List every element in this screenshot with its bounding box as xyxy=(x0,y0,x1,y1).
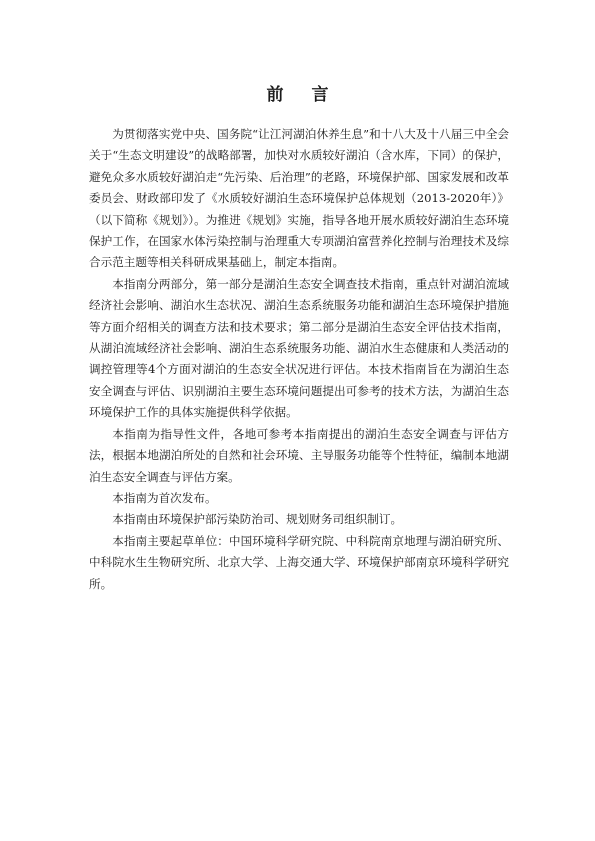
paragraph: 本指南为首次发布。 xyxy=(112,490,217,505)
paragraph: 为贯彻落实党中央、国务院“让江河湖泊休养生息”和十八大及十八届三中全会关于“生态文明建设”的战略部署，加快对水质较好湖泊（含水库，下同）的保护，避免众多水质较好湖泊走“先污染、后治理”的老路，环境保护部、国家发展和改革委员会、财政部印发了《水质较好湖泊生态环境保护总体规划（2013-2020年）》（以下简称《规划》）。为推进《规划》实施，指导各地开展水质较好湖泊生态环境保护工作，在国家水体污染控制与治理重大专项湖泊富营养化控制与治理技术及综合示范主题等相关科研成果基础上，制定本指南。 xyxy=(89,127,509,270)
paragraph: 本指南为指导性文件，各地可参考本指南提出的湖泊生态安全调查与评估方法，根据本地湖泊所处的自然和社会环境、主导服务功能等个性特征，编制本地湖泊生态安全调查与评估方案。 xyxy=(89,426,509,484)
paragraph: 本指南由环境保护部污染防治司、规划财务司组织制订。 xyxy=(112,512,403,527)
page-title: 前言 xyxy=(266,85,357,105)
paragraph: 本指南分两部分，第一部分是湖泊生态安全调查技术指南，重点针对湖泊流域经济社会影响、湖泊水生态状况、湖泊生态系统服务功能和湖泊生态环境保护措施等方面介绍相关的调查方法和技术要求；第二部分是湖泊生态安全评估技术指南，从湖泊流域经济社会影响、湖泊生态系统服务功能、湖泊水生态健康和人类活动的调控管理等4个方面对湖泊的生态安全状况进行评估。本技术指南旨在为湖泊生态安全调查与评估、识别湖泊主要生态环境问题提出可参考的技术方法，为湖泊生态环境保护工作的具体实施提供科学依据。 xyxy=(89,276,509,420)
paragraph: 本指南主要起草单位：中国环境科学研究院、中科院南京地理与湖泊研究所、中科院水生生物研究所、北京大学、上海交通大学、环境保护部南京环境科学研究所。 xyxy=(89,533,509,591)
preface-body xyxy=(89,124,509,595)
